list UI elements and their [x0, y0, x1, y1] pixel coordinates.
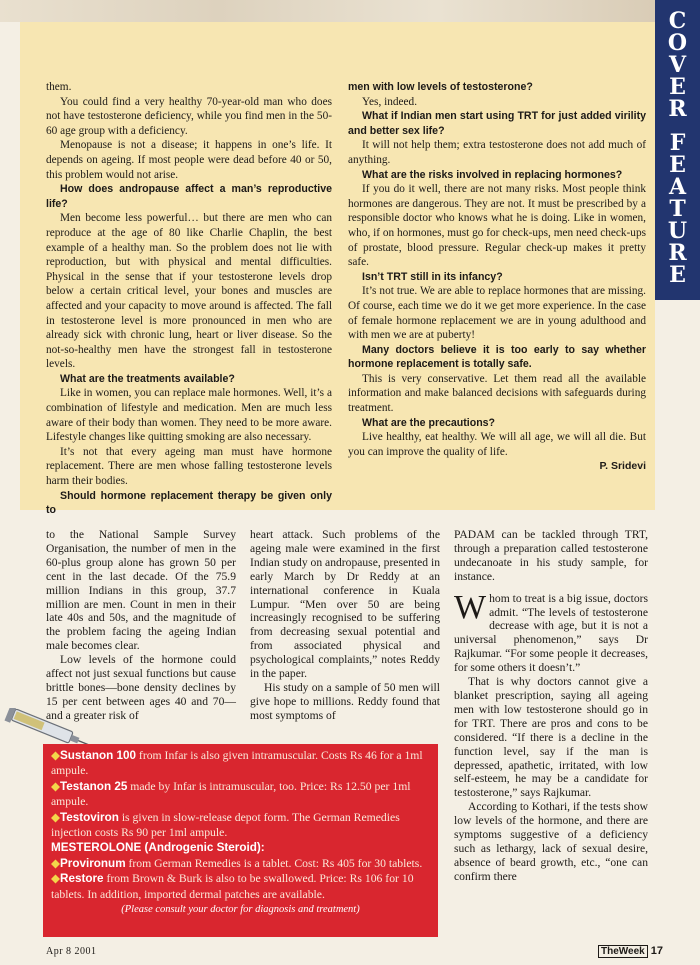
drug-brand-name: Restore [60, 872, 104, 886]
article-column-3 [454, 528, 648, 884]
section-label-letter: U [667, 218, 688, 244]
drug-description: is given in slow-release depot form. The German Remedies injection costs Rs 90 per 1ml ampule. [51, 810, 400, 840]
bullet-diamond-icon: ◆ [51, 872, 60, 886]
section-label-cover-feature [655, 0, 700, 300]
article-paragraph: According to Kothari, if the tests show low levels of the hormone, and there are symptoms suggestive of a deficiency such as lethargy, lack of sexual desire, absence of beard growth, etc., “one can confirm there [454, 800, 648, 883]
drug-description: from Brown & Burk is also to be swallowed. Price: Rs 106 for 10 tablets. In addition, imported dermal patches are available. [51, 872, 414, 901]
bullet-diamond-icon: ◆ [51, 810, 60, 824]
drug-price-box [43, 744, 438, 937]
interview-question: What are the risks involved in replacing hormones? [362, 168, 623, 181]
article-paragraph: That is why doctors cannot give a blanket prescription, saying all ageing men with low testosterone should go in for TRT. There are pros and cons to be considered. “If there is a decline in the function level, say if the man is depressed, apathetic, irritated, with low self-esteem, he may be a candidate for testosterone,” says Rajkumar. [454, 675, 648, 800]
interview-question: Isn’t TRT still in its infancy? [362, 270, 503, 283]
article-paragraph: His study on a sample of 50 men will give hope to millions. Reddy found that most symptoms of [250, 680, 440, 722]
drug-brand-name: Testanon 25 [60, 779, 128, 793]
section-label-letter: O [667, 30, 688, 56]
article-paragraph: You could find a very healthy 70-year-old man who does not have testosterone deficiency, while you find men in the 50-60 age group with a deficiency. [46, 95, 332, 137]
drug-description: made by Infar is intramuscular, too. Price: Rs 12.50 per 1ml ampule. [51, 779, 411, 809]
article-paragraph: PADAM can be tackled through TRT, through a preparation called testosterone undecanoate in his study sample, for instance. [454, 528, 648, 583]
section-label-letter: R [668, 240, 687, 266]
interview-question: Many doctors believe it is too early to say whether hormone replacement is totally safe. [348, 343, 646, 371]
section-label-letter: T [669, 196, 686, 222]
interview-question: What are the precautions? [362, 416, 496, 429]
section-label-letter: A [668, 174, 687, 200]
drug-item [51, 810, 428, 841]
drug-item [51, 840, 428, 855]
drug-item [51, 871, 428, 902]
drop-cap: W [454, 588, 487, 626]
section-label-letter: E [669, 152, 686, 178]
section-label-letter: V [668, 52, 687, 78]
bullet-diamond-icon: ◆ [51, 779, 60, 793]
article-paragraph: If you do it well, there are not many risks. Most people think hormones are dangerous. They are not. It must be prescribed by a responsible doctor who knows what he is doing. Like in women, who, if on hormones, must go for check-ups, men need check-ups of prostate, blood pressure. Regular check-up makes it pretty safe. [348, 183, 646, 269]
article-paragraph: It’s not true. We are able to replace hormones that are missing. Of course, each time we do it we get more experience. In the case of female hormone replacement we are in young adulthood and with men we are at puberty! [348, 285, 646, 342]
drug-brand-name: Sustanon 100 [60, 749, 136, 762]
drug-description: from German Remedies is a tablet. Cost: Rs 405 for 30 tablets. [125, 856, 423, 870]
interview-question: How does andropause affect a man’s reproductive life? [46, 183, 332, 210]
interview-panel [20, 22, 655, 517]
article-paragraph: It’s not that every ageing man must have hormone replacement. There are men whose falling testosterone levels harm their bodies. [46, 445, 332, 488]
interview-column-right [348, 80, 646, 474]
section-label-word-cover [655, 10, 700, 120]
article-paragraph: them. [46, 81, 72, 93]
box-disclaimer: (Please consult your doctor for diagnosis and treatment) [121, 904, 360, 916]
article-paragraph: Low levels of the hormone could affect not just sexual functions but cause brittle bones—bone density declines by 15 per cent between ages 40 and 70—and a greater risk of [46, 653, 236, 722]
section-label-letter: E [669, 262, 686, 288]
drug-item [51, 748, 428, 779]
section-label-letter: R [668, 96, 687, 122]
footer-magazine [598, 945, 663, 957]
drug-category-heading: MESTEROLONE (Androgenic Steroid): [51, 841, 265, 855]
bullet-diamond-icon: ◆ [51, 856, 60, 870]
article-paragraph: heart attack. Such problems of the ageing male were examined in the first Indian study on andropause, presented in early March by Dr Reddy at an international conference in Kuala Lumpur. “Men over 50 are being increasingly recognised to be suffering from decreasing sexual potential and from associated physical and psychological complaints,” notes Reddy in the paper. [250, 528, 440, 681]
drug-brand-name: Provironum [60, 856, 126, 870]
interview-column-left [46, 80, 332, 518]
byline: P. Sridevi [599, 460, 646, 473]
issue-date: Apr 8 2001 [46, 946, 97, 957]
section-label-letter: C [668, 8, 687, 34]
article-paragraph: Live healthy, eat healthy. We will all age, we will all die. But you can improve the quality of life. [348, 431, 646, 458]
bullet-diamond-icon: ◆ [51, 749, 60, 762]
drug-item [51, 779, 428, 810]
drug-description: from Infar is also given intramuscular. Costs Rs 46 for a 1ml ampule. [51, 749, 423, 778]
article-paragraph: Men become less powerful… but there are men who can reproduce at the age of 80 like Charlie Chaplin, the best example of a healthy man. So the problem does not lie with reproduction, but with physical and mental difficulties. Physical in the sense that if your testosterone levels drop below a certain critical level, your bones and muscles are affected and your capacity to move around is affected. The fall in testosterone level is more pronounced in men who are already sick with chronic lung, heart or liver disease. So the not-so-healthy men have the strongest fall in testosterone levels. [46, 212, 332, 371]
article-paragraph: It will not help them; extra testosterone does not add much of anything. [348, 139, 646, 166]
magazine-logo: TheWeek [598, 945, 648, 958]
article-paragraph: Like in women, you can replace male hormones. Well, it’s a combination of lifestyle and medication. Men are much less aware of their body than women. They need to be more aware. Lifestyle changes like quitting smoking are also necessary. [46, 387, 332, 444]
section-label-letter: F [669, 130, 686, 156]
section-label-letter: E [669, 74, 686, 100]
article-paragraph: This is very conservative. Let them read all the available information and make balanced decisions with safeguards during treatment. [348, 372, 646, 415]
interview-question: What if Indian men start using TRT for just added virility and better sex life? [348, 110, 646, 137]
interview-question: men with low levels of testosterone? [348, 81, 533, 93]
drug-brand-name: Testoviron [60, 810, 119, 824]
drug-item [51, 856, 428, 871]
article-paragraph: to the National Sample Survey Organisation, the number of men in the 60-plus group alone has grown 50 per cent in the last decade. Of the 75.9 million Indians in this group, 37.7 million are men. Count in men in their late 40s and 50s, and the magnitude of the problem facing the ageing Indian male becomes clear. [46, 528, 236, 653]
article-paragraph: Yes, indeed. [362, 95, 418, 108]
interview-question: What are the treatments available? [60, 372, 235, 385]
page-number: 17 [650, 945, 664, 957]
article-paragraph: Menopause is not a disease; it happens in one’s life. It depends on ageing. If most people were dead before 40 or 50, this problem would not arise. [46, 139, 332, 181]
top-photo-strip [0, 0, 655, 22]
interview-question: Should hormone replacement therapy be given only to [46, 489, 332, 517]
article-column-1 [46, 528, 236, 723]
article-column-2 [250, 528, 440, 723]
article-paragraph: hom to treat is a big issue, doctors admit. “The levels of testosterone decrease with age, but it is not a universal phenomenon,” says Dr Rajkumar. “For some people it decreases, for some others it doesn’t.” [454, 591, 648, 675]
section-label-word-feature [655, 132, 700, 286]
